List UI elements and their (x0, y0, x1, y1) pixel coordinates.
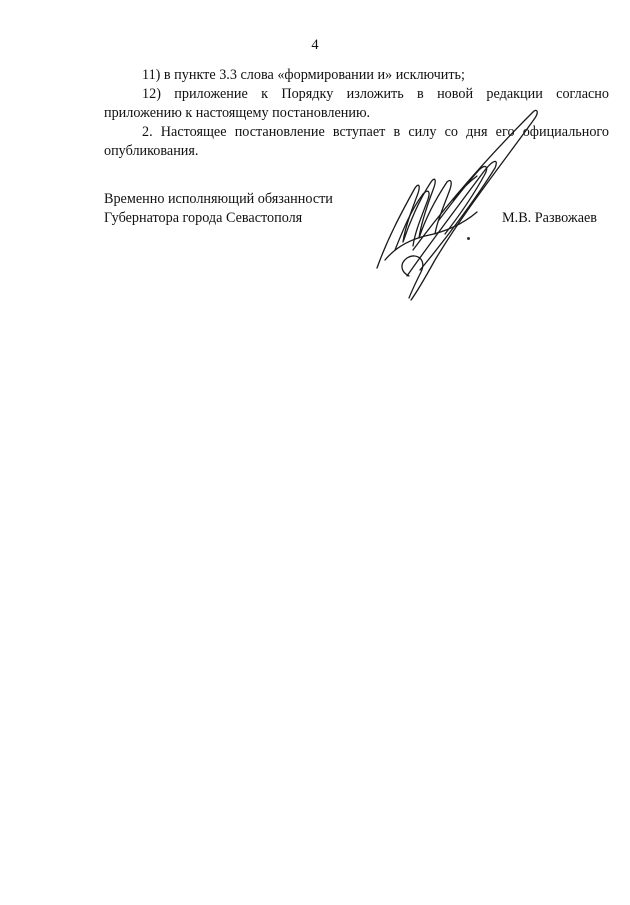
signatory-position-line2: Губернатора города Севастополя (104, 210, 303, 226)
paragraph-effective-date: 2. Настоящее постановление вступает в силу со дня его официального опубликования. (104, 124, 609, 159)
paragraph-item-12: 12) приложение к Порядку изложить в новой редакции согласно приложению к настоящему постановлению. (104, 86, 609, 121)
document-body (104, 66, 609, 161)
signature-block (104, 190, 609, 228)
signatory-name: М.В. Развожаев (502, 210, 597, 226)
signatory-position-line1: Временно исполняющий обязанности (104, 191, 333, 207)
paragraph-item-11: 11) в пункте 3.3 слова «формировании и» исключить; (142, 67, 465, 83)
page-number: 4 (311, 37, 319, 53)
ink-dot (467, 237, 470, 240)
